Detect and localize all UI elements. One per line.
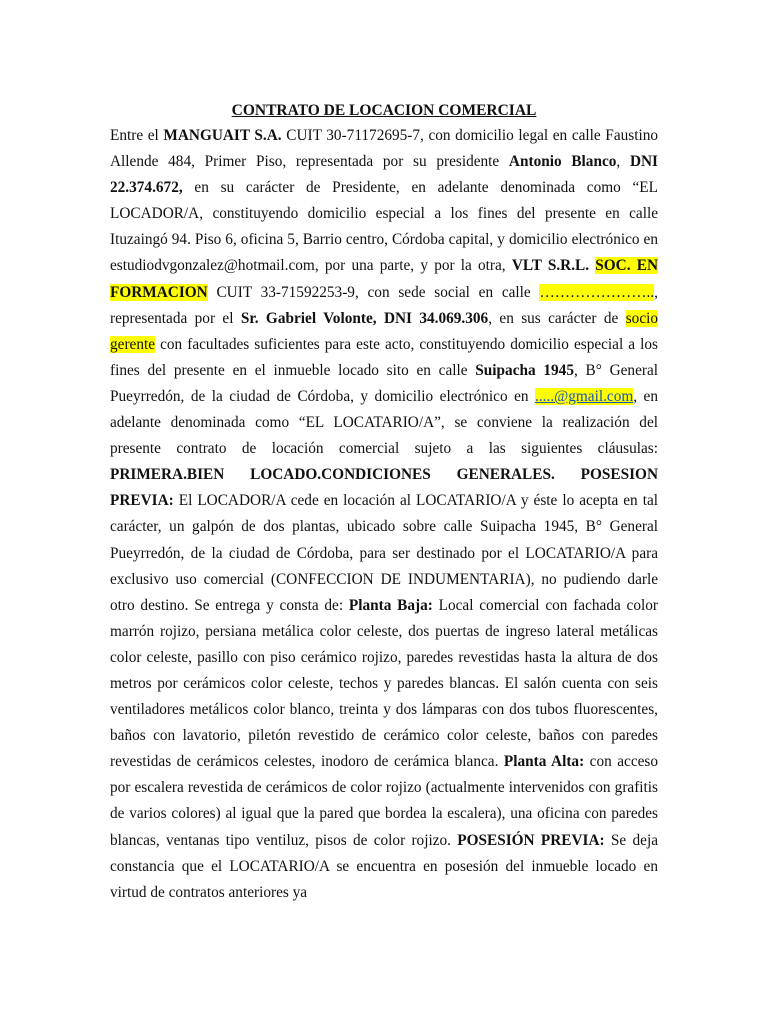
body-text-run: Entre el bbox=[110, 127, 164, 144]
planta-alta-heading: Planta Alta: bbox=[503, 753, 585, 771]
planta-baja-heading: Planta Baja: bbox=[348, 596, 433, 614]
representative-name-dni: Sr. Gabriel Volonte, DNI 34.069.306 bbox=[240, 309, 489, 327]
body-text-run: con acceso por escalera revestida de cerámicos de color rojizo (actualmente intervenidos con grafitis de varios colores) al igual que la pared que bordea la escalera), una oficina con paredes blancas, ventanas tipo ventiluz, pisos de color rojizo. bbox=[110, 753, 659, 849]
document-title: CONTRATO DE LOCACION COMERCIAL bbox=[231, 102, 537, 119]
body-text-run: El LOCADOR/A cede en locación al LOCATARIO/A y éste lo acepta en tal carácter, un galpón de dos plantas, ubicado sobre calle Suipacha 1945, B° General Pueyrredón, de la ciudad de Córdoba, para ser destinado por el LOCATARIO/A para exclusivo uso comercial (CONFECCION DE INDUMENTARIA), no pudiendo darle otro destino. Se entrega y consta de: bbox=[110, 492, 658, 614]
email-link[interactable]: .....@gmail.com bbox=[535, 387, 634, 405]
socio-gerente-highlight: socio gerente bbox=[110, 309, 659, 353]
body-text-run: , en adelante denominada como “EL LOCATARIO/A”, se conviene la realización del presente contrato de locación comercial sujeto a las siguientes cláusulas: bbox=[110, 387, 658, 458]
president-dni: DNI 22.374.672, bbox=[110, 153, 658, 197]
body-text-run: , en sus carácter de bbox=[488, 309, 626, 327]
body-text-run: , B° General Pueyrredón, de la ciudad de Córdoba, y domicilio electrónico en bbox=[110, 361, 658, 405]
body-text-run: con facultades suficientes para este acto, constituyendo domicilio especial a los fines del presente en el inmueble locado sito en calle bbox=[110, 335, 658, 379]
company-name-locatario: VLT S.R.L. bbox=[511, 257, 590, 275]
soc-en-formacion-highlight: SOC. EN FORMACION bbox=[110, 257, 659, 301]
contract-body bbox=[110, 123, 658, 906]
posesion-previa-heading: POSESIÓN PREVIA: bbox=[457, 831, 605, 849]
body-text-run: CUIT 33-71592253-9, con sede social en calle bbox=[207, 283, 540, 301]
clause-primera-heading: PRIMERA.BIEN LOCADO.CONDICIONES GENERALES. POSESION PREVIA: bbox=[110, 466, 658, 510]
body-text-run: , bbox=[616, 153, 630, 171]
property-address: Suipacha 1945 bbox=[475, 361, 574, 379]
address-placeholder-highlight: ………………….. bbox=[539, 283, 655, 301]
company-name-locador: MANGUAIT S.A. bbox=[163, 127, 282, 144]
body-text-run: en su carácter de Presidente, en adelante denominada como “EL LOCADOR/A, constituyendo domicilio especial a los fines del presente en calle Ituzaingó 94. Piso 6, oficina 5, Barrio centro, Córdoba capital, y domicilio electrónico en estudiodvgonzalez@hotmail.com, por una parte, y por la otra, bbox=[110, 179, 658, 275]
body-text-run: , representada por el bbox=[110, 283, 658, 327]
body-text-run: Local comercial con fachada color marrón rojizo, persiana metálica color celeste, dos puertas de ingreso lateral metálicas color celeste, pasillo con piso cerámico rojizo, paredes revestidas hasta la altura de dos metros por cerámicos color celeste, techos y paredes blancas. El salón cuenta con seis ventiladores metálicos color blanco, treinta y dos lámparas con dos tubos fluorescentes, baños con lavatorio, piletón revestido de cerámico color celeste, baños con paredes revestidas de cerámicos celestes, inodoro de cerámica blanca. bbox=[110, 596, 658, 771]
body-text-run: CUIT 30-71172695-7, con domicilio legal en calle Faustino Allende 484, Primer Piso, representada por su presidente bbox=[110, 127, 659, 171]
president-name: Antonio Blanco bbox=[508, 153, 617, 171]
body-text-run: Se deja constancia que el LOCATARIO/A se encuentra en posesión del inmueble locado en virtud de contratos anteriores ya bbox=[110, 831, 658, 901]
